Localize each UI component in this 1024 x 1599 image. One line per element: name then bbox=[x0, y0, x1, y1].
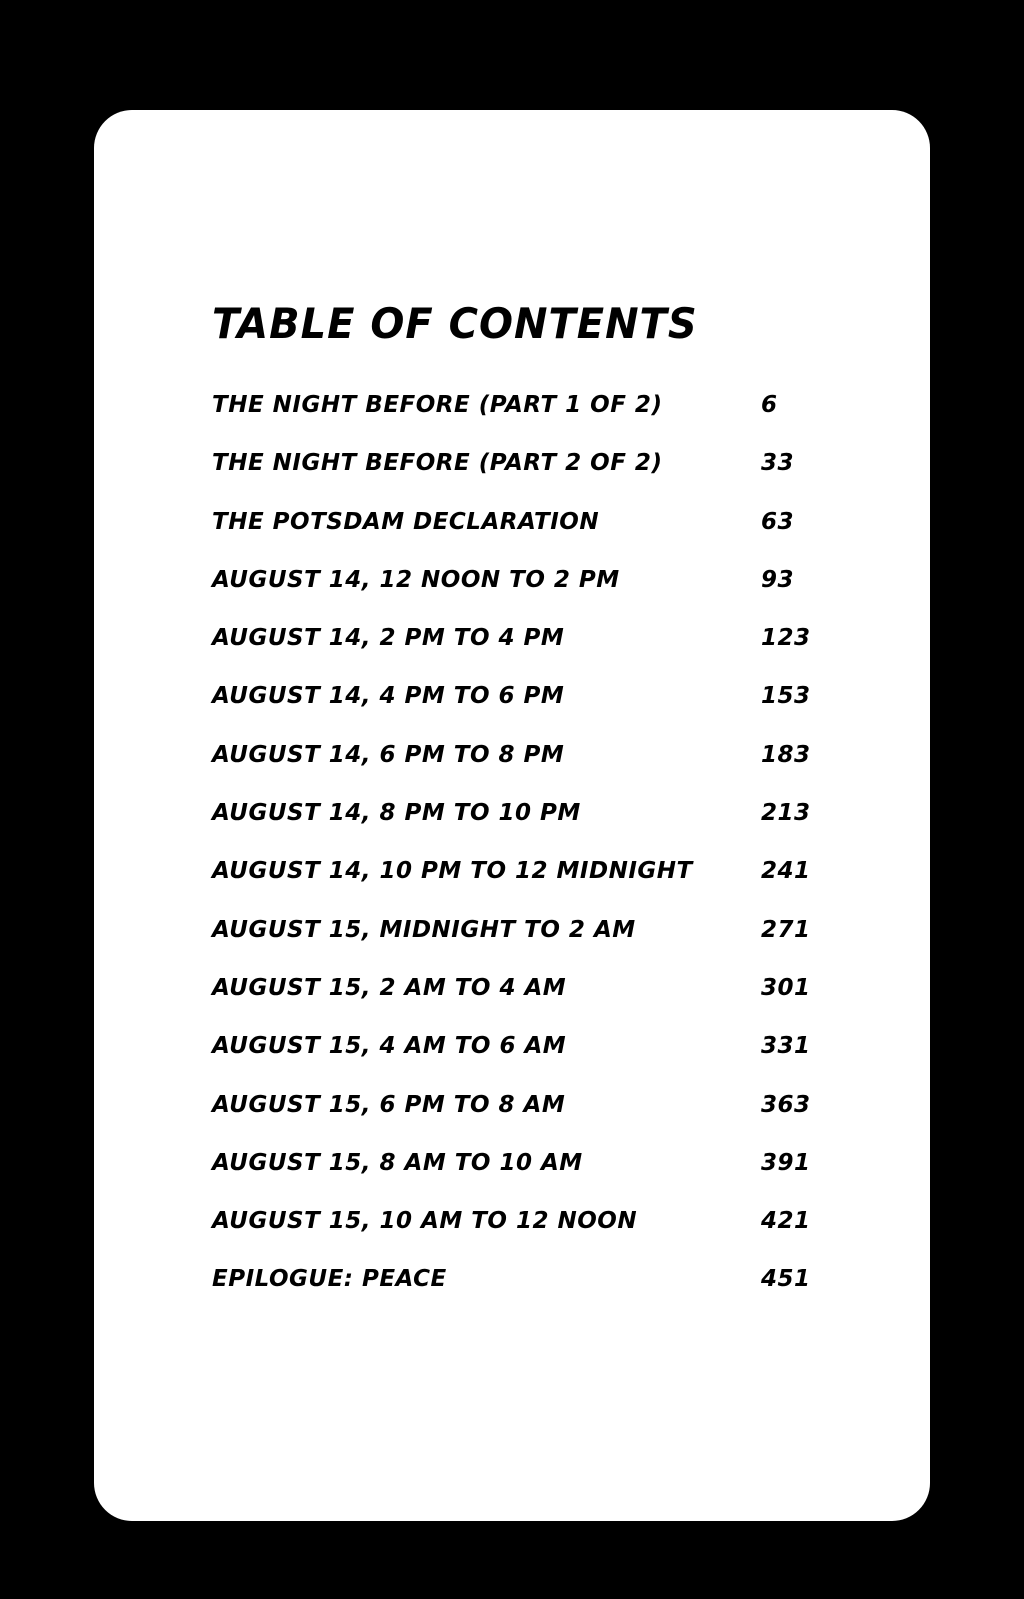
toc-entry-label: AUGUST 15, 2 AM TO 4 AM bbox=[212, 974, 567, 1001]
toc-entry bbox=[212, 509, 852, 567]
toc-entry bbox=[212, 450, 852, 508]
toc-entry-label: AUGUST 14, 8 PM TO 10 PM bbox=[212, 800, 581, 827]
toc-entry bbox=[212, 800, 852, 858]
toc-entry-page: 183 bbox=[761, 741, 811, 768]
toc-entry-page: 6 bbox=[761, 392, 778, 418]
toc-entry bbox=[212, 858, 852, 916]
toc-entry-label: AUGUST 15, 4 AM TO 6 AM bbox=[212, 1033, 567, 1060]
page-title: TABLE OF CONTENTS bbox=[212, 300, 698, 349]
toc-entry-label: AUGUST 15, 10 AM TO 12 NOON bbox=[212, 1208, 638, 1235]
toc-entry-label: AUGUST 14, 12 NOON TO 2 PM bbox=[212, 566, 620, 593]
toc-entry bbox=[212, 742, 852, 800]
toc-entry-page: 363 bbox=[761, 1091, 811, 1118]
toc-entry-label: THE NIGHT BEFORE (PART 1 OF 2) bbox=[212, 392, 663, 418]
toc-entry bbox=[212, 1033, 852, 1091]
toc-entry-label: AUGUST 15, 8 AM TO 10 AM bbox=[212, 1149, 583, 1176]
toc-entry-label: EPILOGUE: PEACE bbox=[212, 1266, 447, 1293]
toc-entry-page: 421 bbox=[761, 1208, 811, 1235]
toc-entry-page: 391 bbox=[761, 1149, 811, 1176]
toc-entry-label: THE POTSDAM DECLARATION bbox=[212, 508, 600, 535]
toc-entry-page: 271 bbox=[761, 916, 811, 943]
toc-entry-page: 153 bbox=[761, 683, 811, 710]
toc-entry bbox=[212, 975, 852, 1033]
toc-entry bbox=[212, 1150, 852, 1208]
toc-entry-page: 93 bbox=[761, 566, 795, 593]
toc-entry-label: AUGUST 14, 6 PM TO 8 PM bbox=[212, 741, 565, 768]
toc-entry-label: AUGUST 14, 4 PM TO 6 PM bbox=[212, 683, 565, 710]
toc-entry bbox=[212, 392, 852, 450]
toc-entry bbox=[212, 917, 852, 975]
toc-entry-page: 33 bbox=[761, 450, 795, 477]
toc-entry-label: AUGUST 14, 10 PM TO 12 MIDNIGHT bbox=[212, 858, 693, 885]
toc-entry bbox=[212, 1266, 852, 1324]
toc-list bbox=[212, 392, 852, 1325]
toc-entry bbox=[212, 683, 852, 741]
toc-entry-page: 331 bbox=[761, 1033, 811, 1060]
toc-entry-page: 63 bbox=[761, 508, 795, 535]
toc-entry-label: AUGUST 14, 2 PM TO 4 PM bbox=[212, 625, 565, 652]
toc-entry-page: 301 bbox=[761, 974, 811, 1001]
toc-entry-label: AUGUST 15, 6 PM TO 8 AM bbox=[212, 1091, 566, 1118]
toc-entry-page: 123 bbox=[761, 625, 811, 652]
book-page bbox=[94, 110, 930, 1521]
toc-entry-page: 213 bbox=[761, 800, 811, 827]
toc-entry bbox=[212, 1208, 852, 1266]
toc-entry bbox=[212, 1092, 852, 1150]
toc-entry bbox=[212, 625, 852, 683]
toc-entry bbox=[212, 567, 852, 625]
toc-entry-page: 451 bbox=[761, 1266, 811, 1293]
toc-entry-label: THE NIGHT BEFORE (PART 2 OF 2) bbox=[212, 450, 663, 477]
toc-entry-page: 241 bbox=[761, 858, 811, 885]
toc-entry-label: AUGUST 15, MIDNIGHT TO 2 AM bbox=[212, 916, 636, 943]
